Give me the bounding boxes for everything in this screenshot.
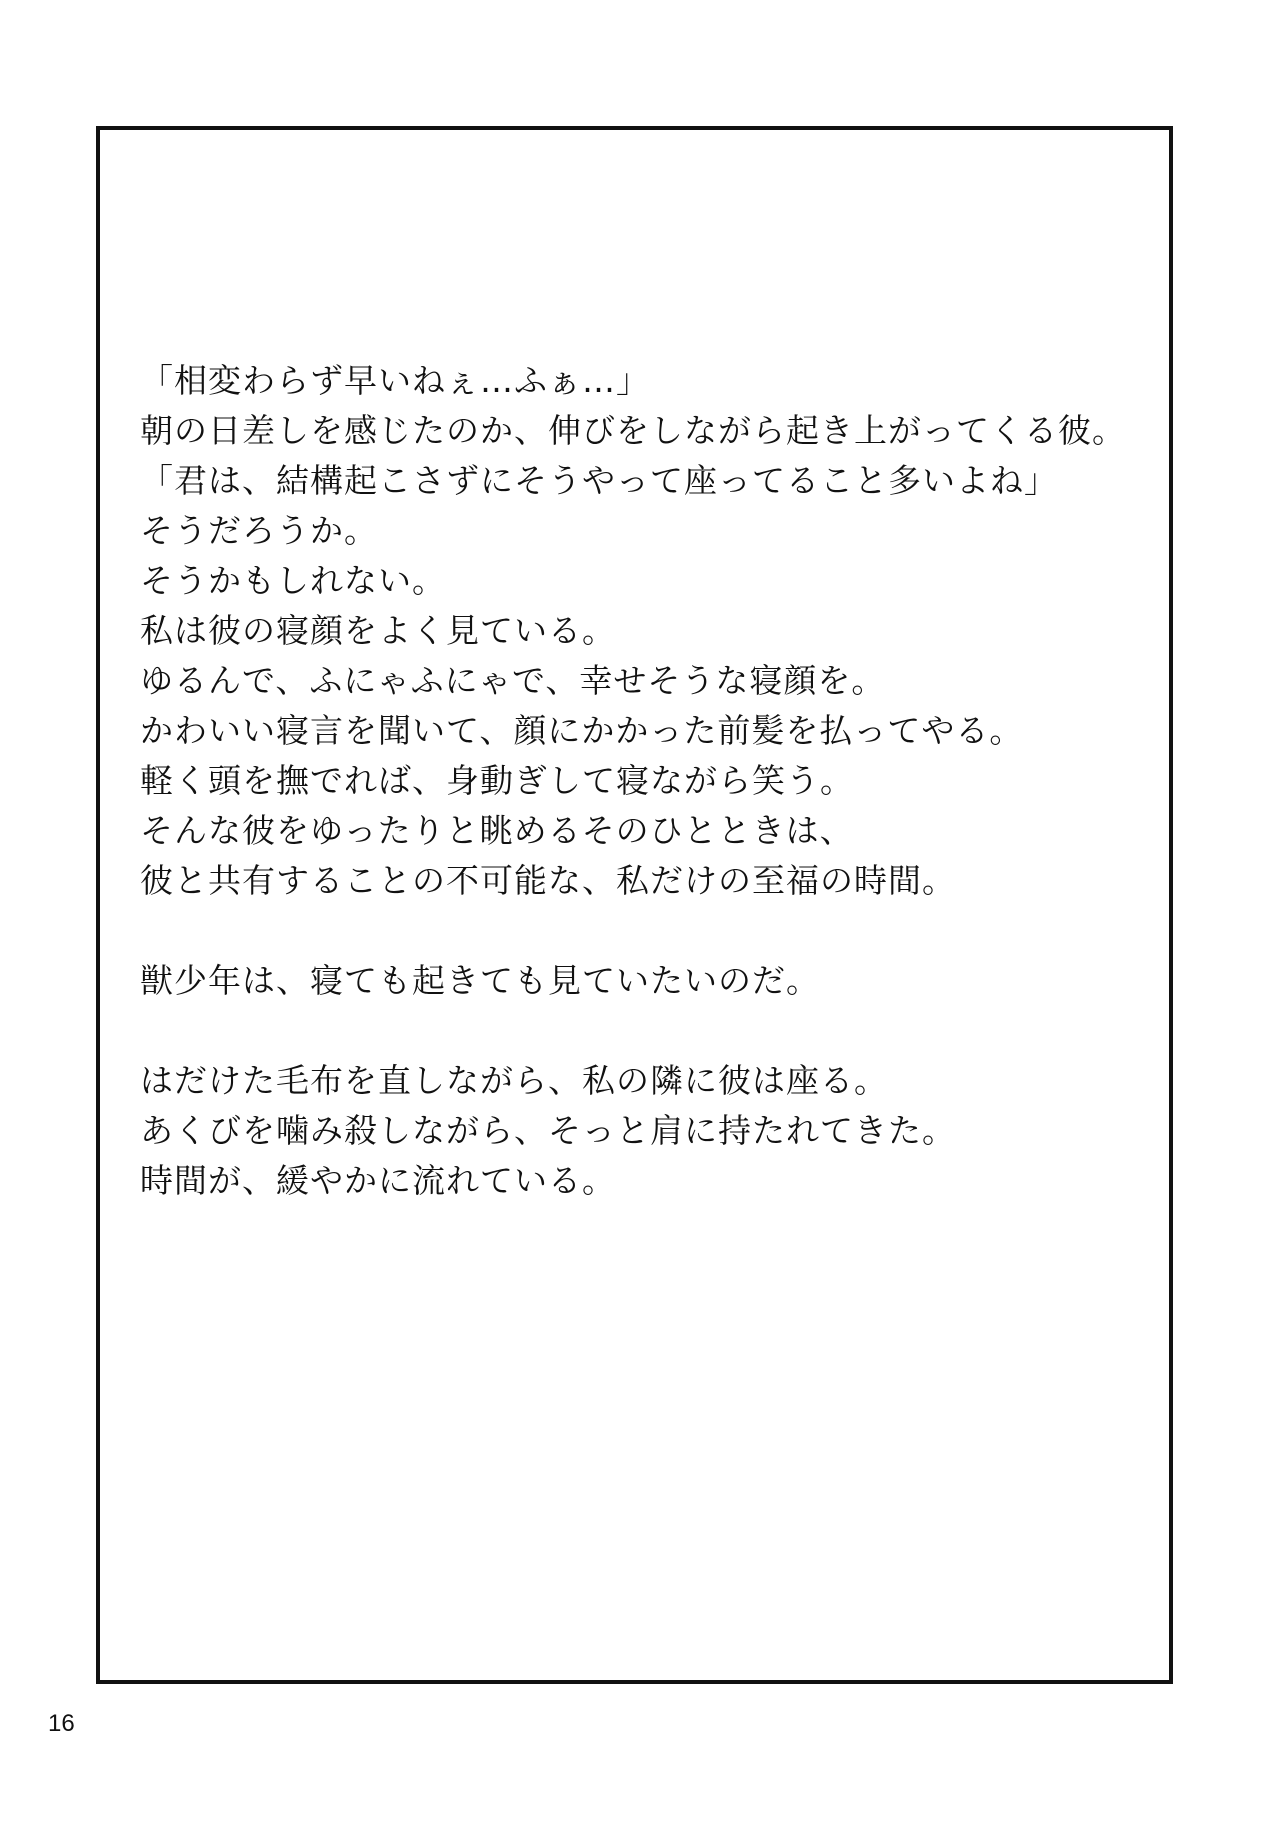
paragraph-gap xyxy=(140,1006,1150,1056)
text-line: かわいい寝言を聞いて、顔にかかった前髪を払ってやる。 xyxy=(140,711,1024,750)
text-line: 「相変わらず早いねぇ…ふぁ…」 xyxy=(140,361,650,400)
page-number: 16 xyxy=(48,1710,75,1737)
text-line: そんな彼をゆったりと眺めるそのひとときは、 xyxy=(140,811,854,850)
text-line: そうだろうか。 xyxy=(140,511,378,550)
text-line: あくびを噛み殺しながら、そっと肩に持たれてきた。 xyxy=(140,1111,956,1150)
text-line: 彼と共有することの不可能な、私だけの至福の時間。 xyxy=(140,861,956,900)
text-line: はだけた毛布を直しながら、私の隣に彼は座る。 xyxy=(140,1061,888,1100)
text-line: 獣少年は、寝ても起きても見ていたいのだ。 xyxy=(140,961,820,1000)
text-line: 朝の日差しを感じたのか、伸びをしながら起き上がってくる彼。 xyxy=(140,411,1126,450)
text-line: 時間が、緩やかに流れている。 xyxy=(140,1161,616,1200)
text-line: ゆるんで、ふにゃふにゃで、幸せそうな寝顔を。 xyxy=(140,661,886,700)
text-line: 軽く頭を撫でれば、身動ぎして寝ながら笑う。 xyxy=(140,761,854,800)
text-line: 「君は、結構起こさずにそうやって座ってること多いよね」 xyxy=(140,461,1058,500)
text-block xyxy=(140,356,1150,1206)
text-line: そうかもしれない。 xyxy=(140,561,446,600)
text-line: 私は彼の寝顔をよく見ている。 xyxy=(140,611,616,650)
paragraph-gap xyxy=(140,906,1150,956)
